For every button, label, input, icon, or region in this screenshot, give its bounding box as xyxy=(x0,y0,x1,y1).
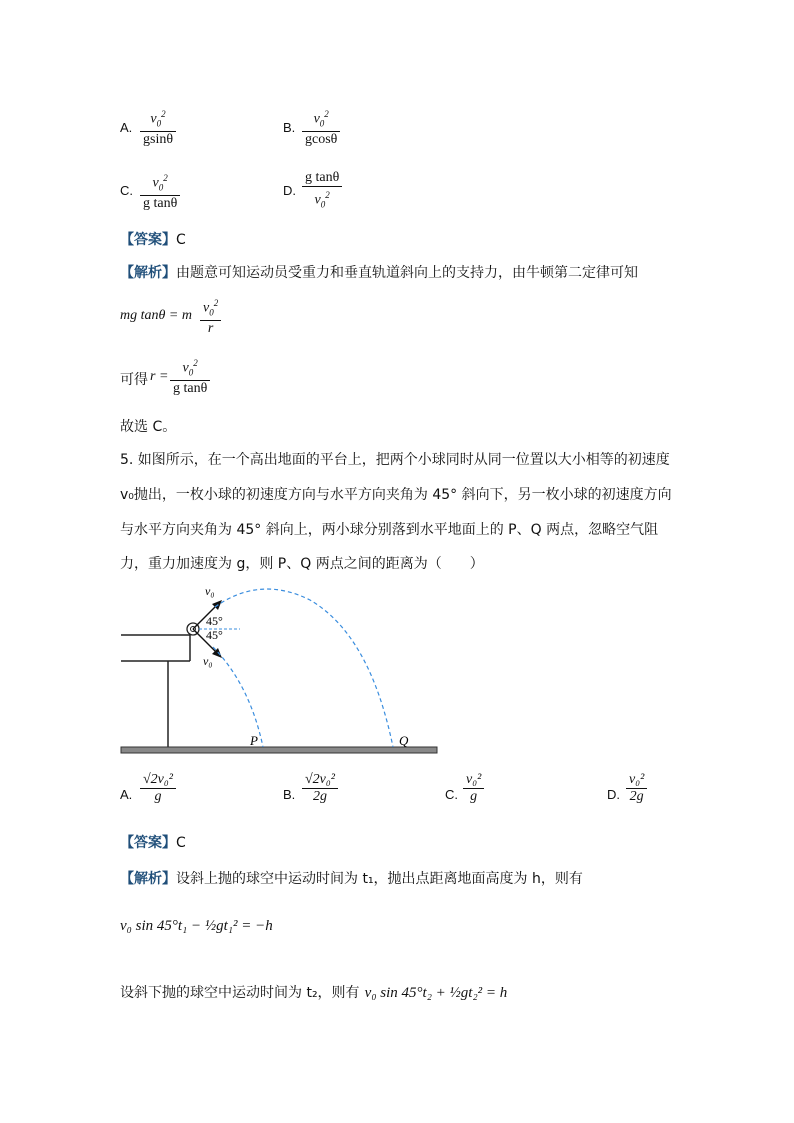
q5-text-line-2: v₀抛出，一枚小球的初速度方向与水平方向夹角为 45° 斜向下，另一枚小球的初速度方向 xyxy=(120,487,672,503)
eq1-denominator: r xyxy=(207,321,214,337)
option-c-numerator: v xyxy=(152,175,159,191)
q5-text-line-4: 力，重力加速度为 g，则 P、Q 两点之间的距离为（ ） xyxy=(120,556,484,572)
eq1-fraction: $v_0^2$ r xyxy=(200,295,221,337)
q5-option-a-denominator: g xyxy=(154,789,162,804)
q5-option-c-label: C. xyxy=(445,787,458,802)
q5-analysis-text: 设斜上抛的球空中运动时间为 t₁，抛出点距离地面高度为 h，则有 xyxy=(176,871,583,887)
analysis-tag: 【解析】 xyxy=(120,265,176,281)
option-b-label: B. xyxy=(283,120,296,135)
option-b-denominator: gcosθ xyxy=(305,132,338,148)
q5-option-b-denominator: 2g xyxy=(312,789,327,804)
q5-option-a-label: A. xyxy=(120,787,133,802)
q5-analysis-tag: 【解析】 xyxy=(120,871,176,887)
q5-option-d-numerator: v₀² xyxy=(629,772,645,787)
q5-option-b-numerator: √2v₀² xyxy=(305,772,335,787)
label-v0-top: v₀ xyxy=(205,584,215,598)
downward-trajectory xyxy=(213,647,263,747)
q5-eq2-text: 设斜下抛的球空中运动时间为 t₂，则有 xyxy=(120,985,360,1001)
answer-value: C xyxy=(176,232,186,248)
eq1-left: mg tanθ = m xyxy=(120,308,192,323)
eq2-denominator: g tanθ xyxy=(173,381,208,397)
q5-option-b-fraction xyxy=(302,772,338,805)
option-d-fraction: g tanθ $v_0^2$ xyxy=(302,170,342,212)
q5-eq2: v₀ sin 45°t₂ + ½gt₂² = h xyxy=(364,985,508,1001)
eq2-left: r = xyxy=(150,369,169,384)
q4-analysis xyxy=(120,262,638,282)
q5-equation-1: v₀ sin 45°t₁ − ½gt₁² = −h xyxy=(120,918,273,934)
answer-tag: 【答案】 xyxy=(120,232,176,248)
q5-option-c-denominator: g xyxy=(470,789,478,804)
q5-answer-value: C xyxy=(176,835,186,851)
q4-conclusion: 故选 C。 xyxy=(120,419,177,435)
q5-text-line-3: 与水平方向夹角为 45° 斜向上，两小球分别落到水平地面上的 P、Q 两点，忽略空气阻 xyxy=(120,522,659,538)
q5-option-a-numerator: √2v₀² xyxy=(143,772,173,787)
label-point-q: Q xyxy=(399,733,409,748)
option-d-label: D. xyxy=(283,183,296,198)
label-angle-bottom: 45° xyxy=(206,628,223,642)
q5-option-c-numerator: v₀² xyxy=(466,772,482,787)
option-d-numerator: g tanθ xyxy=(305,170,340,185)
analysis-text: 由题意可知运动员受重力和垂直轨道斜向上的支持力，由牛顿第二定律可知 xyxy=(176,265,638,281)
q5-option-b-label: B. xyxy=(283,787,296,802)
option-d-denominator: v xyxy=(314,192,321,208)
label-angle-top: 45° xyxy=(206,614,223,628)
ground xyxy=(121,747,437,753)
q5-analysis xyxy=(120,868,583,888)
q5-option-d-fraction xyxy=(626,772,647,805)
option-c-label: C. xyxy=(120,183,133,198)
q5-text-line-1: 5. 如图所示，在一个高出地面的平台上，把两个小球同时从同一位置以大小相等的初速度 xyxy=(120,452,670,468)
label-point-p: P xyxy=(250,733,258,748)
option-a-denominator: gsinθ xyxy=(143,132,174,148)
option-c-fraction: $v_0^2$ g tanθ xyxy=(140,170,180,212)
option-a-numerator: v xyxy=(150,111,157,127)
projectile-figure xyxy=(0,575,794,765)
option-b-numerator: v xyxy=(313,111,320,127)
eq1-numerator: v xyxy=(203,300,210,316)
q5-option-d-denominator: 2g xyxy=(629,789,644,804)
q5-answer xyxy=(120,832,186,852)
label-v0-bottom: v₀ xyxy=(203,654,213,668)
q5-option-d-label: D. xyxy=(607,787,620,802)
q5-option-c-fraction xyxy=(463,772,484,805)
eq2-numerator: v xyxy=(182,360,189,376)
q5-answer-tag: 【答案】 xyxy=(120,835,176,851)
option-b-fraction: $v_0^2$ gcosθ xyxy=(302,106,340,148)
option-c-denominator: g tanθ xyxy=(143,196,178,212)
q4-answer xyxy=(120,229,186,249)
option-a-fraction: $v_0^2$ gsinθ xyxy=(140,106,176,148)
eq2-prefix: 可得 xyxy=(120,372,148,388)
option-a-label: A. xyxy=(120,120,133,135)
upward-trajectory xyxy=(215,589,393,747)
q5-equation-2-line xyxy=(120,982,507,1002)
eq2-fraction: $v_0^2$ g tanθ xyxy=(170,355,210,397)
q5-option-a-fraction xyxy=(140,772,176,805)
platform xyxy=(121,635,190,747)
